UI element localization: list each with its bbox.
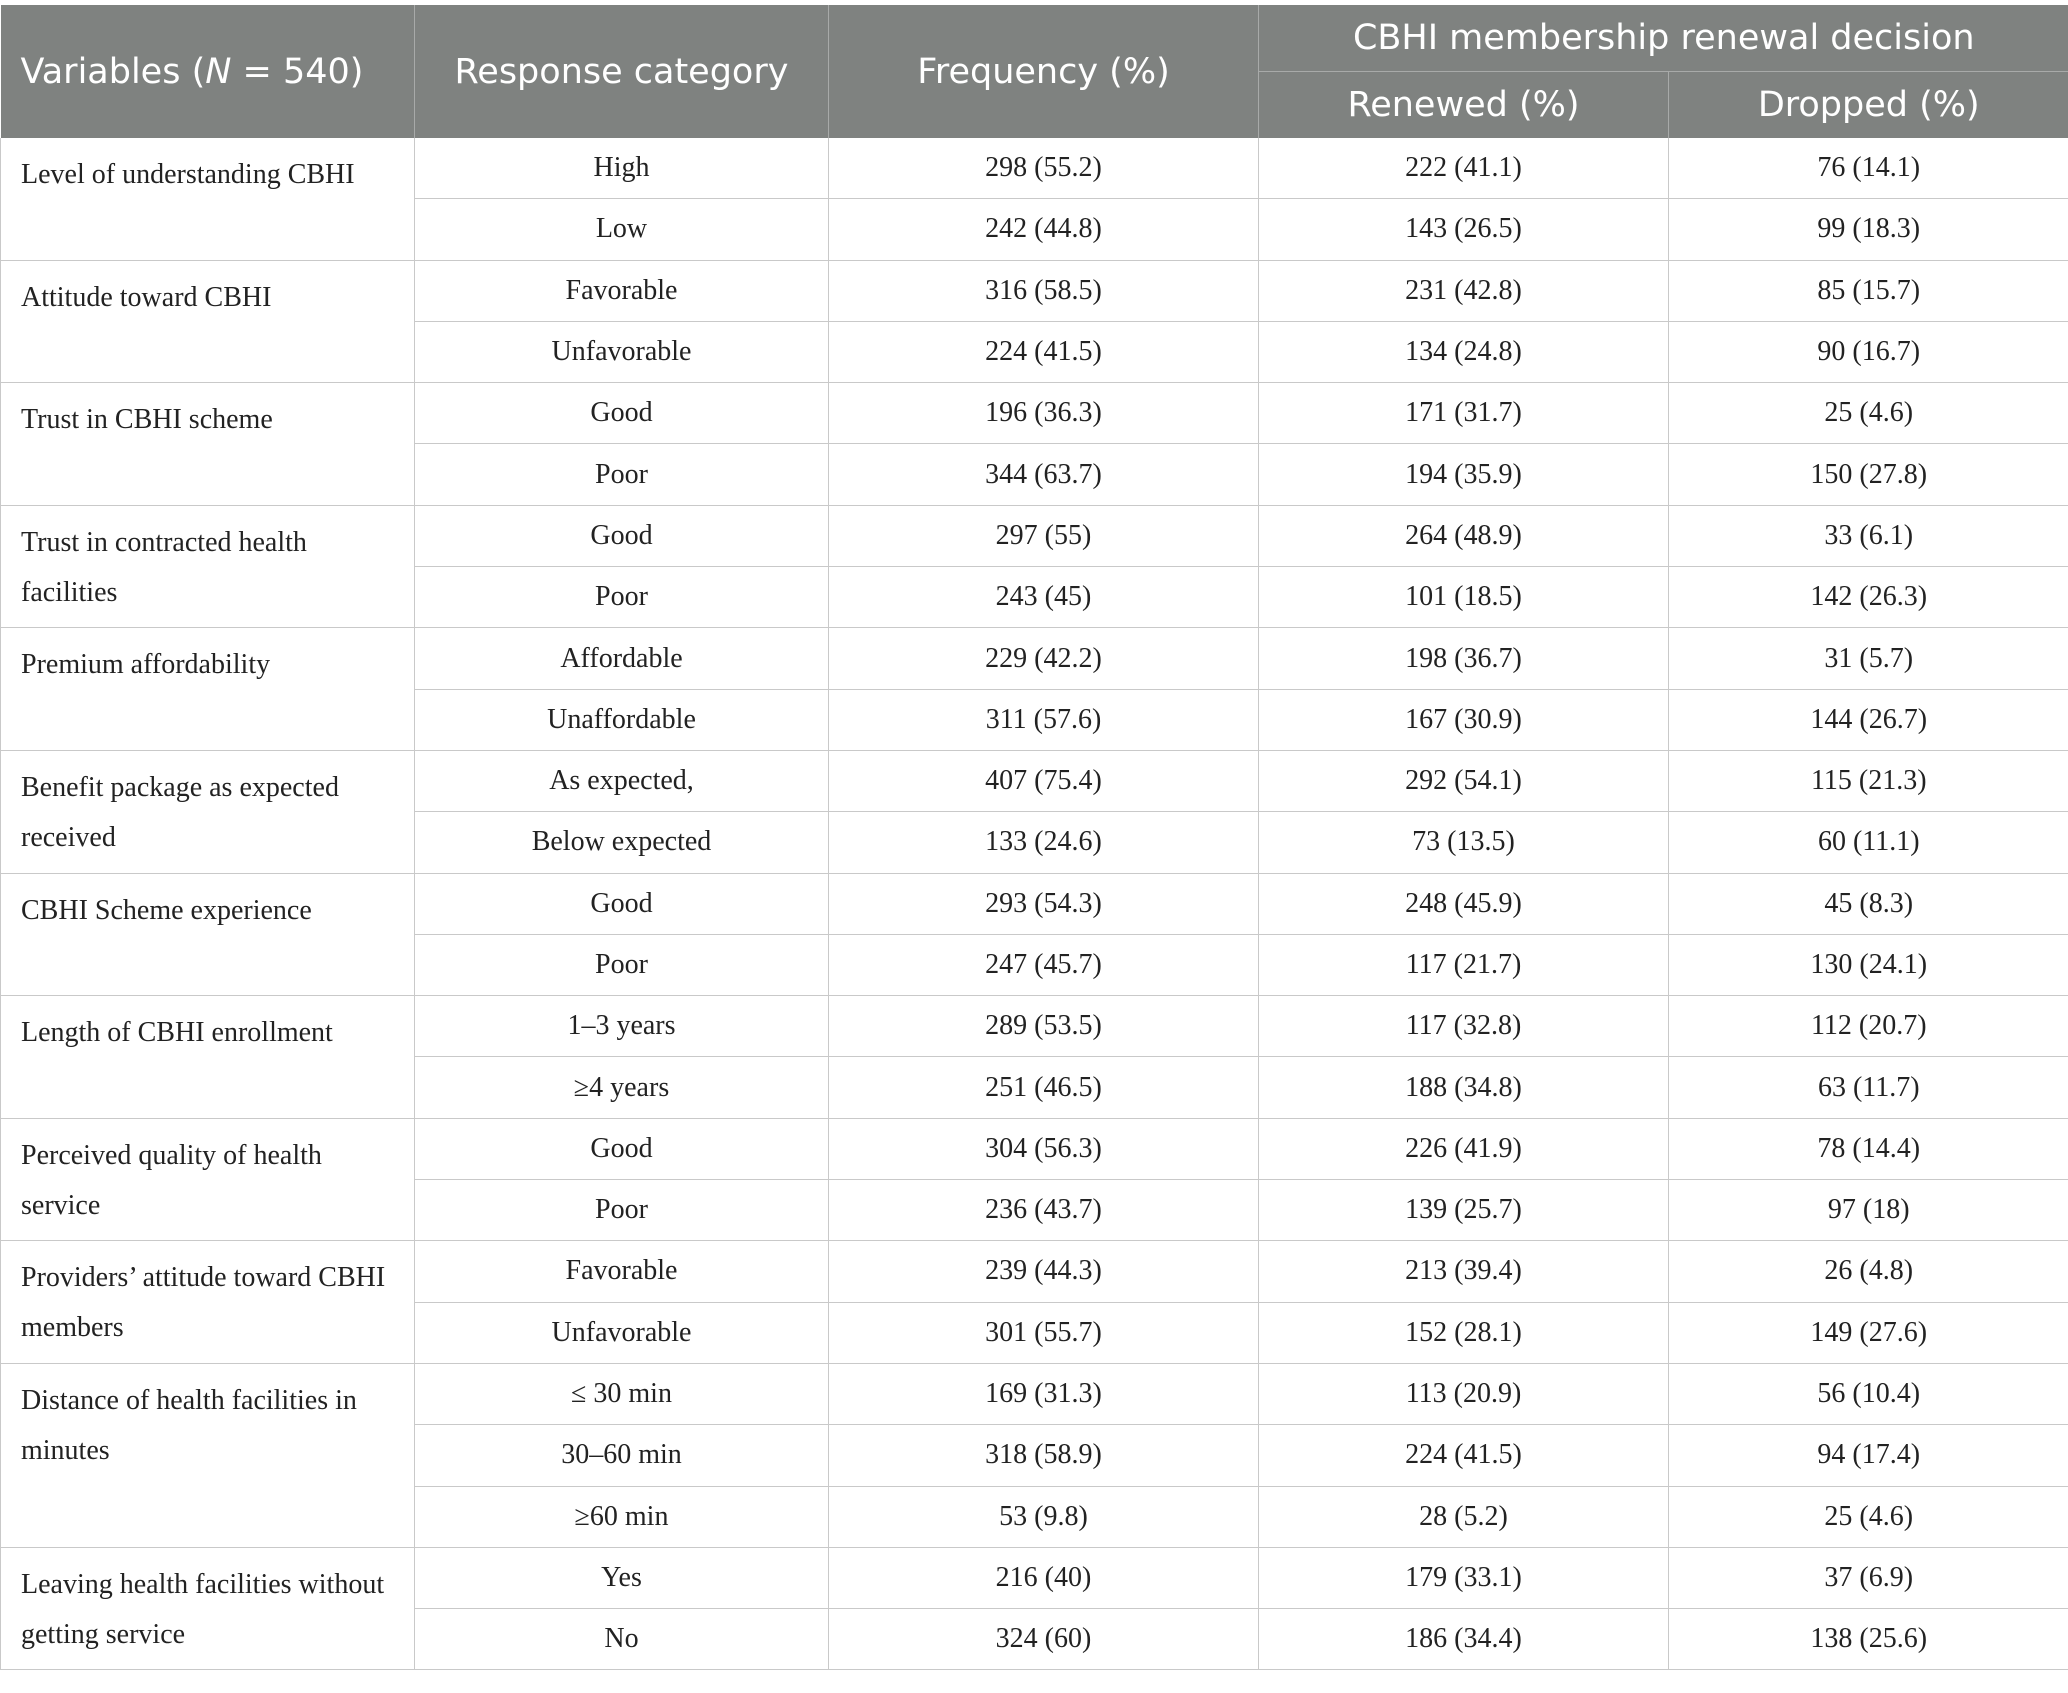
variable-cell: Length of CBHI enrollment: [1, 996, 415, 1119]
frequency-cell: 293 (54.3): [829, 873, 1259, 934]
renewed-cell: 198 (36.7): [1259, 628, 1669, 689]
frequency-cell: 133 (24.6): [829, 812, 1259, 873]
category-cell: Good: [415, 1118, 829, 1179]
dropped-cell: 33 (6.1): [1669, 505, 2068, 566]
category-cell: ≥4 years: [415, 1057, 829, 1118]
category-cell: No: [415, 1609, 829, 1670]
table-body: [1, 138, 2068, 1670]
table-row: [1, 628, 2068, 689]
category-cell: Poor: [415, 1180, 829, 1241]
dropped-cell: 76 (14.1): [1669, 138, 2068, 199]
variable-cell: Distance of health facilities in minutes: [1, 1363, 415, 1547]
table-row: [1, 260, 2068, 321]
variable-cell: Attitude toward CBHI: [1, 260, 415, 383]
category-cell: ≤ 30 min: [415, 1363, 829, 1424]
frequency-cell: 297 (55): [829, 505, 1259, 566]
dropped-cell: 94 (17.4): [1669, 1425, 2068, 1486]
frequency-cell: 243 (45): [829, 567, 1259, 628]
frequency-cell: 196 (36.3): [829, 383, 1259, 444]
data-table: [0, 5, 2068, 1670]
renewed-cell: 171 (31.7): [1259, 383, 1669, 444]
renewed-cell: 28 (5.2): [1259, 1486, 1669, 1547]
renewed-cell: 152 (28.1): [1259, 1302, 1669, 1363]
dropped-cell: 85 (15.7): [1669, 260, 2068, 321]
variable-cell: Providers’ attitude toward CBHI members: [1, 1241, 415, 1364]
frequency-cell: 229 (42.2): [829, 628, 1259, 689]
header-frequency: Frequency (%): [829, 5, 1259, 138]
renewed-cell: 73 (13.5): [1259, 812, 1669, 873]
table-row: [1, 996, 2068, 1057]
category-cell: Unaffordable: [415, 689, 829, 750]
dropped-cell: 56 (10.4): [1669, 1363, 2068, 1424]
dropped-cell: 144 (26.7): [1669, 689, 2068, 750]
renewed-cell: 179 (33.1): [1259, 1547, 1669, 1608]
variable-cell: Level of understanding CBHI: [1, 138, 415, 260]
dropped-cell: 90 (16.7): [1669, 321, 2068, 382]
frequency-cell: 407 (75.4): [829, 750, 1259, 811]
dropped-cell: 25 (4.6): [1669, 383, 2068, 444]
renewed-cell: 231 (42.8): [1259, 260, 1669, 321]
dropped-cell: 25 (4.6): [1669, 1486, 2068, 1547]
frequency-cell: 316 (58.5): [829, 260, 1259, 321]
category-cell: High: [415, 138, 829, 199]
variable-cell: Premium affordability: [1, 628, 415, 751]
header-response-category: Response category: [415, 5, 829, 138]
frequency-cell: 224 (41.5): [829, 321, 1259, 382]
renewed-cell: 213 (39.4): [1259, 1241, 1669, 1302]
variable-cell: CBHI Scheme experience: [1, 873, 415, 996]
renewed-cell: 117 (21.7): [1259, 934, 1669, 995]
frequency-cell: 236 (43.7): [829, 1180, 1259, 1241]
header-variables: Variables (N = 540): [1, 5, 415, 138]
category-cell: Yes: [415, 1547, 829, 1608]
frequency-cell: 301 (55.7): [829, 1302, 1259, 1363]
frequency-cell: 247 (45.7): [829, 934, 1259, 995]
renewed-cell: 139 (25.7): [1259, 1180, 1669, 1241]
variable-cell: Leaving health facilities without getting service: [1, 1547, 415, 1670]
category-cell: Poor: [415, 934, 829, 995]
renewed-cell: 292 (54.1): [1259, 750, 1669, 811]
frequency-cell: 344 (63.7): [829, 444, 1259, 505]
dropped-cell: 78 (14.4): [1669, 1118, 2068, 1179]
category-cell: Poor: [415, 567, 829, 628]
dropped-cell: 97 (18): [1669, 1180, 2068, 1241]
table-row: [1, 750, 2068, 811]
renewed-cell: 117 (32.8): [1259, 996, 1669, 1057]
renewed-cell: 222 (41.1): [1259, 138, 1669, 199]
table-row: [1, 505, 2068, 566]
table-row: [1, 1547, 2068, 1608]
dropped-cell: 130 (24.1): [1669, 934, 2068, 995]
category-cell: Unfavorable: [415, 1302, 829, 1363]
category-cell: Favorable: [415, 1241, 829, 1302]
dropped-cell: 60 (11.1): [1669, 812, 2068, 873]
category-cell: Favorable: [415, 260, 829, 321]
variable-cell: Trust in contracted health facilities: [1, 505, 415, 628]
header-dropped: Dropped (%): [1669, 72, 2068, 139]
renewed-cell: 167 (30.9): [1259, 689, 1669, 750]
category-cell: Affordable: [415, 628, 829, 689]
renewed-cell: 113 (20.9): [1259, 1363, 1669, 1424]
variable-cell: Benefit package as expected received: [1, 750, 415, 873]
frequency-cell: 318 (58.9): [829, 1425, 1259, 1486]
dropped-cell: 26 (4.8): [1669, 1241, 2068, 1302]
table-row: [1, 138, 2068, 199]
frequency-cell: 289 (53.5): [829, 996, 1259, 1057]
table-row: [1, 1363, 2068, 1424]
frequency-cell: 304 (56.3): [829, 1118, 1259, 1179]
frequency-cell: 311 (57.6): [829, 689, 1259, 750]
frequency-cell: 242 (44.8): [829, 199, 1259, 260]
table-row: [1, 1118, 2068, 1179]
frequency-cell: 324 (60): [829, 1609, 1259, 1670]
dropped-cell: 149 (27.6): [1669, 1302, 2068, 1363]
renewed-cell: 186 (34.4): [1259, 1609, 1669, 1670]
table-row: [1, 383, 2068, 444]
category-cell: 30–60 min: [415, 1425, 829, 1486]
category-cell: Good: [415, 505, 829, 566]
dropped-cell: 112 (20.7): [1669, 996, 2068, 1057]
renewed-cell: 264 (48.9): [1259, 505, 1669, 566]
category-cell: Low: [415, 199, 829, 260]
table-header: [1, 5, 2068, 138]
variable-cell: Trust in CBHI scheme: [1, 383, 415, 506]
header-renewed: Renewed (%): [1259, 72, 1669, 139]
category-cell: 1–3 years: [415, 996, 829, 1057]
category-cell: Below expected: [415, 812, 829, 873]
category-cell: Good: [415, 873, 829, 934]
frequency-cell: 53 (9.8): [829, 1486, 1259, 1547]
frequency-cell: 298 (55.2): [829, 138, 1259, 199]
category-cell: As expected,: [415, 750, 829, 811]
renewed-cell: 143 (26.5): [1259, 199, 1669, 260]
dropped-cell: 115 (21.3): [1669, 750, 2068, 811]
category-cell: Poor: [415, 444, 829, 505]
header-renewal-decision: CBHI membership renewal decision: [1259, 5, 2068, 72]
renewed-cell: 194 (35.9): [1259, 444, 1669, 505]
dropped-cell: 138 (25.6): [1669, 1609, 2068, 1670]
category-cell: Unfavorable: [415, 321, 829, 382]
dropped-cell: 99 (18.3): [1669, 199, 2068, 260]
table-row: [1, 1241, 2068, 1302]
dropped-cell: 63 (11.7): [1669, 1057, 2068, 1118]
renewed-cell: 134 (24.8): [1259, 321, 1669, 382]
dropped-cell: 150 (27.8): [1669, 444, 2068, 505]
category-cell: Good: [415, 383, 829, 444]
category-cell: ≥60 min: [415, 1486, 829, 1547]
renewed-cell: 101 (18.5): [1259, 567, 1669, 628]
renewed-cell: 248 (45.9): [1259, 873, 1669, 934]
renewed-cell: 224 (41.5): [1259, 1425, 1669, 1486]
frequency-cell: 239 (44.3): [829, 1241, 1259, 1302]
dropped-cell: 142 (26.3): [1669, 567, 2068, 628]
renewed-cell: 226 (41.9): [1259, 1118, 1669, 1179]
frequency-cell: 251 (46.5): [829, 1057, 1259, 1118]
frequency-cell: 216 (40): [829, 1547, 1259, 1608]
dropped-cell: 37 (6.9): [1669, 1547, 2068, 1608]
variable-cell: Perceived quality of health service: [1, 1118, 415, 1241]
frequency-cell: 169 (31.3): [829, 1363, 1259, 1424]
dropped-cell: 45 (8.3): [1669, 873, 2068, 934]
dropped-cell: 31 (5.7): [1669, 628, 2068, 689]
renewed-cell: 188 (34.8): [1259, 1057, 1669, 1118]
table-row: [1, 873, 2068, 934]
